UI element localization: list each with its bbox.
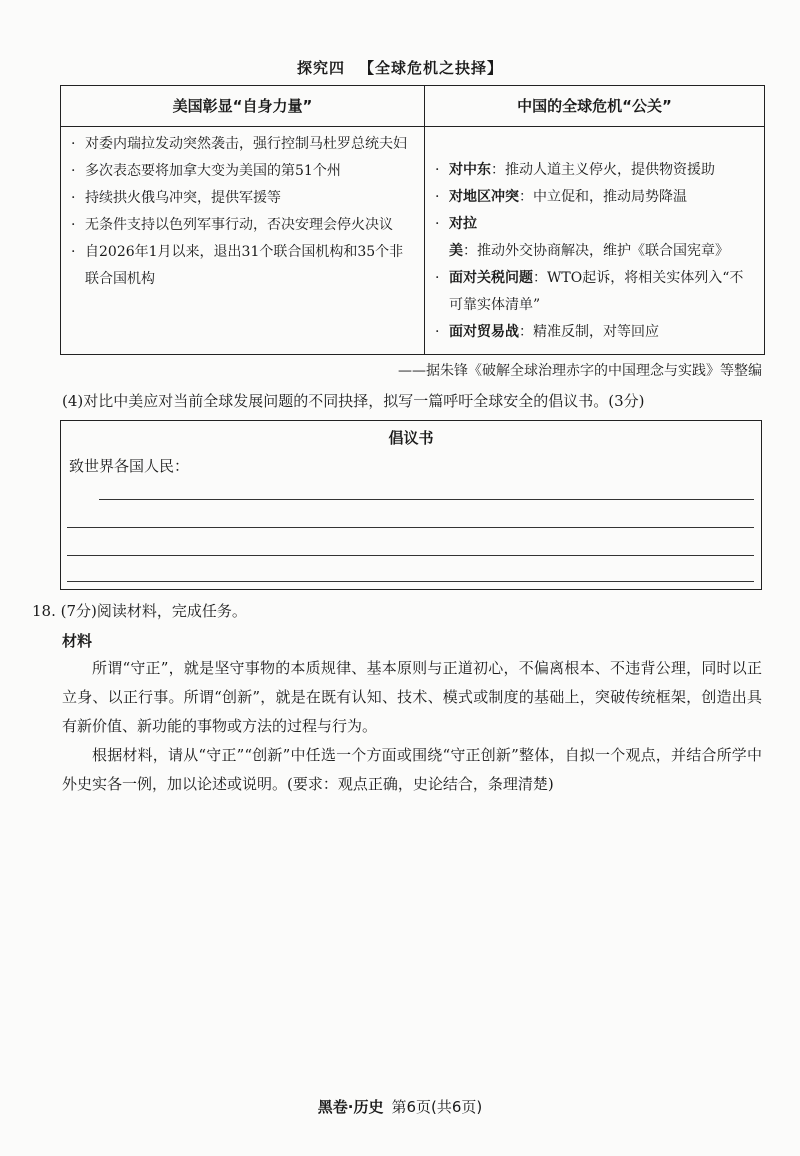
writing-line[interactable] bbox=[99, 499, 754, 500]
question-4: (4)对比中美应对当前全球发展问题的不同抉择，拟写一篇呼吁全球安全的倡议书。(3分) bbox=[62, 392, 645, 410]
writing-line[interactable] bbox=[67, 527, 754, 528]
china-item: · 对地区冲突：中立促和，推动局势降温 bbox=[435, 189, 687, 205]
page-number: 第6页(共6页) bbox=[391, 1098, 483, 1116]
comparison-table bbox=[60, 85, 765, 355]
section-number: 探究四 bbox=[296, 59, 345, 77]
page-footer bbox=[0, 1096, 800, 1117]
us-item: · 多次表态要将加拿大变为美国的第51个州 bbox=[71, 163, 341, 179]
letter-salutation: 致世界各国人民： bbox=[69, 457, 190, 475]
us-item: · 无条件支持以色列军事行动，否决安理会停火决议 bbox=[71, 217, 393, 233]
china-item: · 对中东：推动人道主义停火，提供物资援助 bbox=[435, 162, 715, 178]
section-heading: 【全球危机之抉择】 bbox=[359, 59, 504, 77]
section-title bbox=[0, 57, 800, 78]
header-us: 美国彰显“自身力量” bbox=[61, 86, 425, 127]
us-item: · 持续拱火俄乌冲突，提供军援等 bbox=[71, 190, 281, 206]
answer-box bbox=[60, 420, 762, 590]
paper-name: 黑卷·历史 bbox=[317, 1098, 384, 1116]
source-citation: ——据朱锋《破解全球治理赤字的中国理念与实践》等整编 bbox=[398, 363, 762, 379]
writing-line[interactable] bbox=[67, 555, 754, 556]
us-item: · 对委内瑞拉发动突然袭击，强行控制马杜罗总统夫妇 bbox=[71, 136, 407, 152]
china-cell bbox=[425, 127, 765, 355]
us-item: · 自2026年1月以来，退出31个联合国机构和35个非联合国机构 bbox=[71, 244, 404, 287]
china-item: · 面对关税问题：WTO起诉，将相关实体列入“不可靠实体清单” bbox=[435, 270, 744, 313]
us-cell bbox=[61, 127, 425, 355]
material-paragraph: 所谓“守正”，就是坚守事物的本质规律、基本原则与正道初心，不偏离根本、不违背公理，同时以正立身、以正行事。所谓“创新”，就是在既有认知、技术、模式或制度的基础上，突破传统框架，创造出具有新价值、新功能的事物或方法的过程与行为。 bbox=[62, 659, 762, 735]
china-item: · 面对贸易战：精准反制，对等回应 bbox=[435, 324, 659, 340]
writing-line[interactable] bbox=[67, 581, 754, 582]
china-item: · 对拉美：推动外交协商解决，维护《联合国宪章》 bbox=[435, 216, 729, 259]
header-china: 中国的全球危机“公关” bbox=[425, 86, 765, 127]
letter-title: 倡议书 bbox=[388, 429, 434, 447]
task-paragraph: 根据材料，请从“守正”“创新”中任选一个方面或围绕“守正创新”整体，自拟一个观点，并结合所学中外史实各一例，加以论述或说明。(要求：观点正确，史论结合，条理清楚) bbox=[62, 746, 762, 793]
material-label: 材料 bbox=[62, 632, 93, 650]
question-18: 18. (7分)阅读材料，完成任务。 bbox=[32, 602, 247, 620]
